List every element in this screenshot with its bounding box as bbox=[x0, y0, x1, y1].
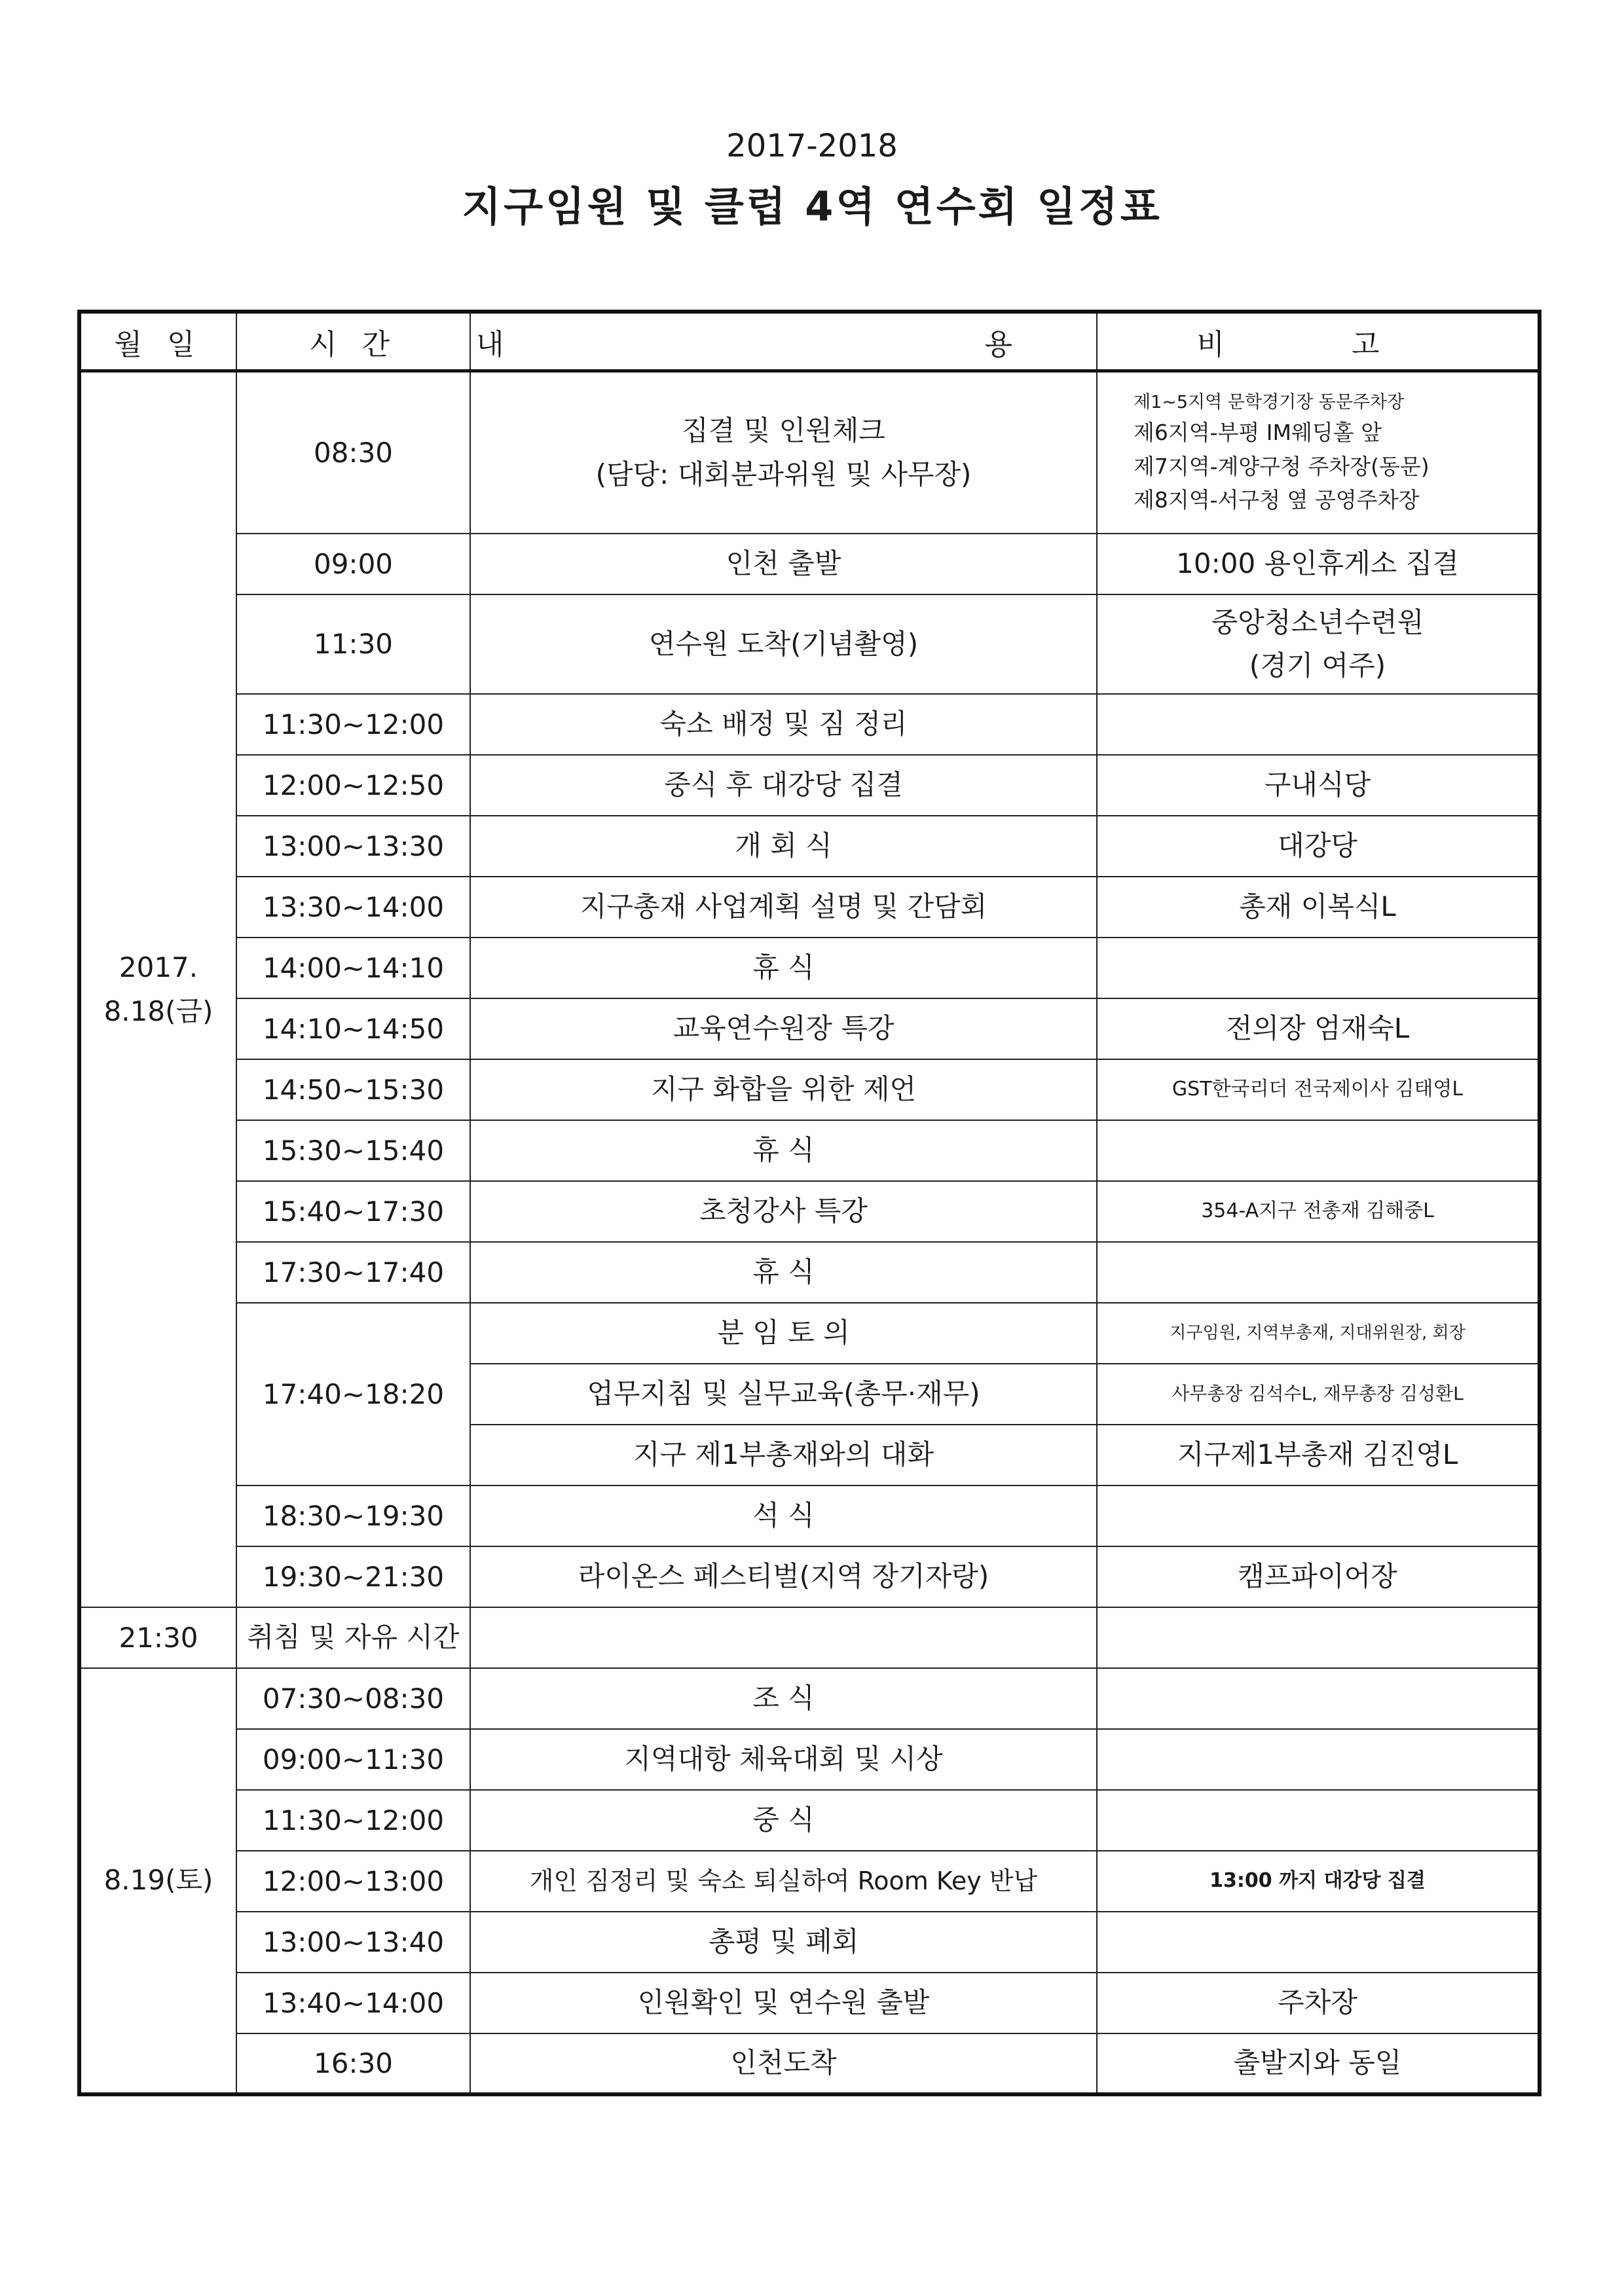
table-row bbox=[79, 1303, 1540, 1364]
content-cell: 교육연수원장 특강 bbox=[470, 998, 1097, 1059]
content-cell: 조 식 bbox=[470, 1668, 1097, 1729]
content-cell: 지구 화합을 위한 제언 bbox=[470, 1059, 1097, 1120]
note-line: 제8지역-서구청 옆 공영주차장 bbox=[1134, 486, 1420, 513]
content-cell: 개 회 식 bbox=[470, 816, 1097, 877]
time-cell: 11:30~12:00 bbox=[236, 1790, 470, 1851]
time-cell: 13:40~14:00 bbox=[236, 1973, 470, 2033]
time-cell: 11:30 bbox=[236, 594, 470, 694]
note-cell: 대강당 bbox=[1097, 816, 1540, 877]
note-cell bbox=[1097, 1912, 1540, 1973]
time-cell: 16:30 bbox=[236, 2033, 470, 2094]
note-cell bbox=[1097, 594, 1540, 694]
table-row bbox=[79, 594, 1540, 694]
note-cell bbox=[1097, 1120, 1540, 1181]
note-line: 중앙청소년수련원 bbox=[1211, 606, 1424, 639]
time-cell: 19:30~21:30 bbox=[236, 1546, 470, 1607]
time-cell: 18:30~19:30 bbox=[236, 1485, 470, 1546]
note-cell: 지구임원, 지역부총재, 지대위원장, 회장 bbox=[1097, 1303, 1540, 1364]
content-cell: 중식 후 대강당 집결 bbox=[470, 755, 1097, 816]
content-cell: 지구 제1부총재와의 대화 bbox=[470, 1425, 1097, 1485]
note-cell bbox=[1097, 694, 1540, 755]
note-line: 제1~5지역 문학경기장 동문주차장 bbox=[1134, 392, 1405, 412]
table-row bbox=[79, 755, 1540, 816]
time-cell: 14:50~15:30 bbox=[236, 1059, 470, 1120]
note-cell: 지구제1부총재 김진영L bbox=[1097, 1425, 1540, 1485]
note-cell: GST한국리더 전국제이사 김태영L bbox=[1097, 1059, 1540, 1120]
table-row bbox=[79, 1668, 1540, 1729]
table-row bbox=[79, 1059, 1540, 1120]
time-cell: 07:30~08:30 bbox=[236, 1668, 470, 1729]
table-row bbox=[79, 1729, 1540, 1790]
table-row bbox=[79, 1851, 1540, 1912]
table-row bbox=[79, 694, 1540, 755]
content-cell: 휴 식 bbox=[470, 1120, 1097, 1181]
time-cell: 17:40~18:20 bbox=[236, 1303, 470, 1485]
note-cell bbox=[1097, 1729, 1540, 1790]
time-cell: 13:30~14:00 bbox=[236, 877, 470, 938]
day-cell bbox=[79, 1668, 236, 2094]
time-cell: 08:30 bbox=[236, 371, 470, 534]
table-row bbox=[79, 1120, 1540, 1181]
content-cell: 지구총재 사업계획 설명 및 간담회 bbox=[470, 877, 1097, 938]
content-cell: 업무지침 및 실무교육(총무·재무) bbox=[470, 1364, 1097, 1425]
note-line: (경기 여주) bbox=[1249, 649, 1386, 682]
header-row bbox=[79, 312, 1540, 371]
time-cell: 09:00 bbox=[236, 534, 470, 594]
time-cell: 09:00~11:30 bbox=[236, 1729, 470, 1790]
table-row bbox=[79, 998, 1540, 1059]
note-cell: 출발지와 동일 bbox=[1097, 2033, 1540, 2094]
day-date-line2: 8.18(금) bbox=[103, 995, 213, 1028]
content-cell: 지역대항 체육대회 및 시상 bbox=[470, 1729, 1097, 1790]
table-row bbox=[79, 1181, 1540, 1242]
content-cell: 개인 짐정리 및 숙소 퇴실하여 Room Key 반납 bbox=[470, 1851, 1097, 1912]
note-line: 제7지역-계양구청 주차장(동문) bbox=[1134, 453, 1430, 479]
table-row bbox=[79, 1546, 1540, 1607]
content-cell bbox=[470, 371, 1097, 534]
note-cell: 구내식당 bbox=[1097, 755, 1540, 816]
table-row bbox=[79, 2033, 1540, 2094]
schedule-table bbox=[77, 310, 1541, 2096]
table-row bbox=[79, 816, 1540, 877]
table-row bbox=[79, 1912, 1540, 1973]
document-year: 2017-2018 bbox=[726, 128, 898, 164]
content-cell: 초청강사 특강 bbox=[470, 1181, 1097, 1242]
table-row bbox=[79, 1973, 1540, 2033]
note-cell bbox=[1097, 1790, 1540, 1851]
time-cell: 15:40~17:30 bbox=[236, 1181, 470, 1242]
time-cell: 12:00~13:00 bbox=[236, 1851, 470, 1912]
time-cell: 21:30 bbox=[79, 1607, 236, 1668]
table-row bbox=[79, 1790, 1540, 1851]
content-cell: 인천 출발 bbox=[470, 534, 1097, 594]
day-date-line1: 2017. bbox=[119, 951, 198, 984]
time-cell: 17:30~17:40 bbox=[236, 1242, 470, 1303]
content-cell: 취침 및 자유 시간 bbox=[236, 1607, 470, 1668]
content-cell: 휴 식 bbox=[470, 1242, 1097, 1303]
content-cell: 라이온스 페스티벌(지역 장기자랑) bbox=[470, 1546, 1097, 1607]
content-cell: 분 임 토 의 bbox=[470, 1303, 1097, 1364]
header-content: 내 용 bbox=[470, 312, 1097, 371]
time-cell: 13:00~13:30 bbox=[236, 816, 470, 877]
table-row bbox=[79, 1242, 1540, 1303]
content-cell: 휴 식 bbox=[470, 938, 1097, 998]
note-line: 제6지역-부평 IM웨딩홀 앞 bbox=[1134, 420, 1382, 446]
note-cell bbox=[1097, 371, 1540, 534]
note-cell: 총재 이복식L bbox=[1097, 877, 1540, 938]
day-date-line1: 8.19(토) bbox=[103, 1864, 213, 1897]
note-cell: 주차장 bbox=[1097, 1973, 1540, 2033]
header-time: 시 간 bbox=[236, 312, 470, 371]
note-cell: 13:00 까지 대강당 집결 bbox=[1097, 1851, 1540, 1912]
time-cell: 15:30~15:40 bbox=[236, 1120, 470, 1181]
content-line1: 집결 및 인원체크 bbox=[682, 414, 885, 447]
table-row bbox=[79, 1607, 1540, 1668]
note-cell bbox=[1097, 938, 1540, 998]
content-cell: 숙소 배정 및 짐 정리 bbox=[470, 694, 1097, 755]
time-cell: 14:10~14:50 bbox=[236, 998, 470, 1059]
table-row bbox=[79, 1485, 1540, 1546]
table-row bbox=[79, 938, 1540, 998]
table-row bbox=[79, 534, 1540, 594]
note-cell bbox=[1097, 1668, 1540, 1729]
time-cell: 14:00~14:10 bbox=[236, 938, 470, 998]
note-cell bbox=[470, 1607, 1097, 1668]
note-cell: 캠프파이어장 bbox=[1097, 1546, 1540, 1607]
note-cell bbox=[1097, 1485, 1540, 1546]
table-row bbox=[79, 877, 1540, 938]
content-line2: (담당: 대회분과위원 및 사무장) bbox=[595, 458, 972, 491]
note-cell: 354-A지구 전총재 김해중L bbox=[1097, 1181, 1540, 1242]
header-date: 월 일 bbox=[79, 312, 236, 371]
time-cell: 13:00~13:40 bbox=[236, 1912, 470, 1973]
table-row bbox=[79, 371, 1540, 534]
content-cell: 인천도착 bbox=[470, 2033, 1097, 2094]
note-cell: 사무총장 김석수L, 재무총장 김성환L bbox=[1097, 1364, 1540, 1425]
note-cell: 전의장 엄재숙L bbox=[1097, 998, 1540, 1059]
content-cell: 인원확인 및 연수원 출발 bbox=[470, 1973, 1097, 2033]
content-cell: 중 식 bbox=[470, 1790, 1097, 1851]
content-cell: 연수원 도착(기념촬영) bbox=[470, 594, 1097, 694]
document-title: 지구임원 및 클럽 4역 연수회 일정표 bbox=[462, 183, 1162, 230]
header-note: 비 고 bbox=[1097, 312, 1540, 371]
time-cell: 11:30~12:00 bbox=[236, 694, 470, 755]
content-cell: 총평 및 폐회 bbox=[470, 1912, 1097, 1973]
time-cell: 12:00~12:50 bbox=[236, 755, 470, 816]
day-cell bbox=[79, 371, 236, 1607]
note-cell: 10:00 용인휴게소 집결 bbox=[1097, 534, 1540, 594]
content-cell: 석 식 bbox=[470, 1485, 1097, 1546]
note-cell bbox=[1097, 1242, 1540, 1303]
